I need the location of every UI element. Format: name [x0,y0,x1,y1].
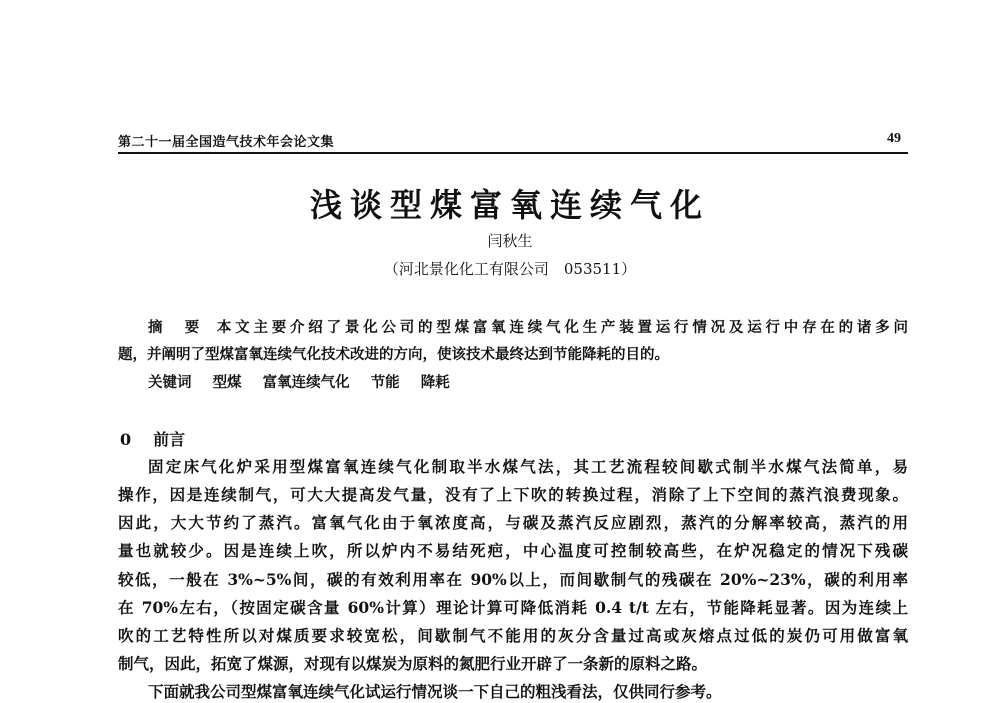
body-line: 操作，因是连续制气，可大大提高发气量，没有了上下吹的转换过程，消除了上下空间的蒸汽浪费现象。 [118,485,908,504]
body-line: 固定床气化炉采用型煤富氧连续气化制取半水煤气法，其工艺流程较间歇式制半水煤气法简单，易 [148,457,908,476]
body-line: 吹的工艺特性所以对煤质要求较宽松，间歇制气不能用的灰分含量过高或灰熔点过低的炭仍可用做富氧 [118,626,908,645]
header-rule [118,152,886,154]
keyword: 富氧连续气化 [262,374,350,391]
abstract-line [148,316,908,337]
body-line: 因此，大大节约了蒸汽。富氧气化由于氧浓度高，与碳及蒸汽反应剧烈，蒸汽的分解率较高，蒸汽的用 [118,513,908,532]
keyword: 型煤 [212,374,242,391]
section-number: 0 [120,430,132,449]
body-line: 制气，因此，拓宽了煤源，对现有以煤炭为原料的氮肥行业开辟了一条新的原料之路。 [118,654,708,673]
abstract-line: 题，并阐明了型煤富氧连续气化技术改进的方向，使该技术最终达到节能降耗的目的。 [118,346,669,363]
body-line: 量也就较少。因是连续上吹，所以炉内不易结死疤，中心温度可控制较高些，在炉况稳定的情况下残碳 [118,541,908,560]
page-number: 49 [887,131,901,146]
page-number-underline [886,152,908,154]
body-line: 在 70%左右，（按固定碳含量 60%计算）理论计算可降低消耗 0.4 t/t 左右，节能降耗显著。因为连续上 [118,598,908,617]
section-title: 前言 [153,430,186,449]
section-heading [120,427,185,450]
running-header: 第二十一届全国造气技术年会论文集 [118,135,335,150]
affiliation: （河北景化化工有限公司 053511） [383,260,637,278]
abstract-text: 本文主要介绍了景化公司的型煤富氧连续气化生产装置运行情况及运行中存在的诸多问 [216,319,908,336]
keywords-label: 关键词 [148,374,192,391]
keyword: 节能 [370,374,400,391]
abstract-label: 摘 要 [148,319,203,336]
author: 闫秋生 [487,232,533,250]
keywords [148,371,450,392]
keyword: 降耗 [420,374,450,391]
paper-title: 浅谈型煤富氧连续气化 [309,186,710,224]
body-line: 下面就我公司型煤富氧连续气化试运行情况谈一下自己的粗浅看法，仅供同行参考。 [148,682,722,701]
body-line: 较低，一般在 3%~5%间，碳的有效利用率在 90%以上，而间歇制气的残碳在 20%~23%，碳的利用率 [118,570,908,589]
